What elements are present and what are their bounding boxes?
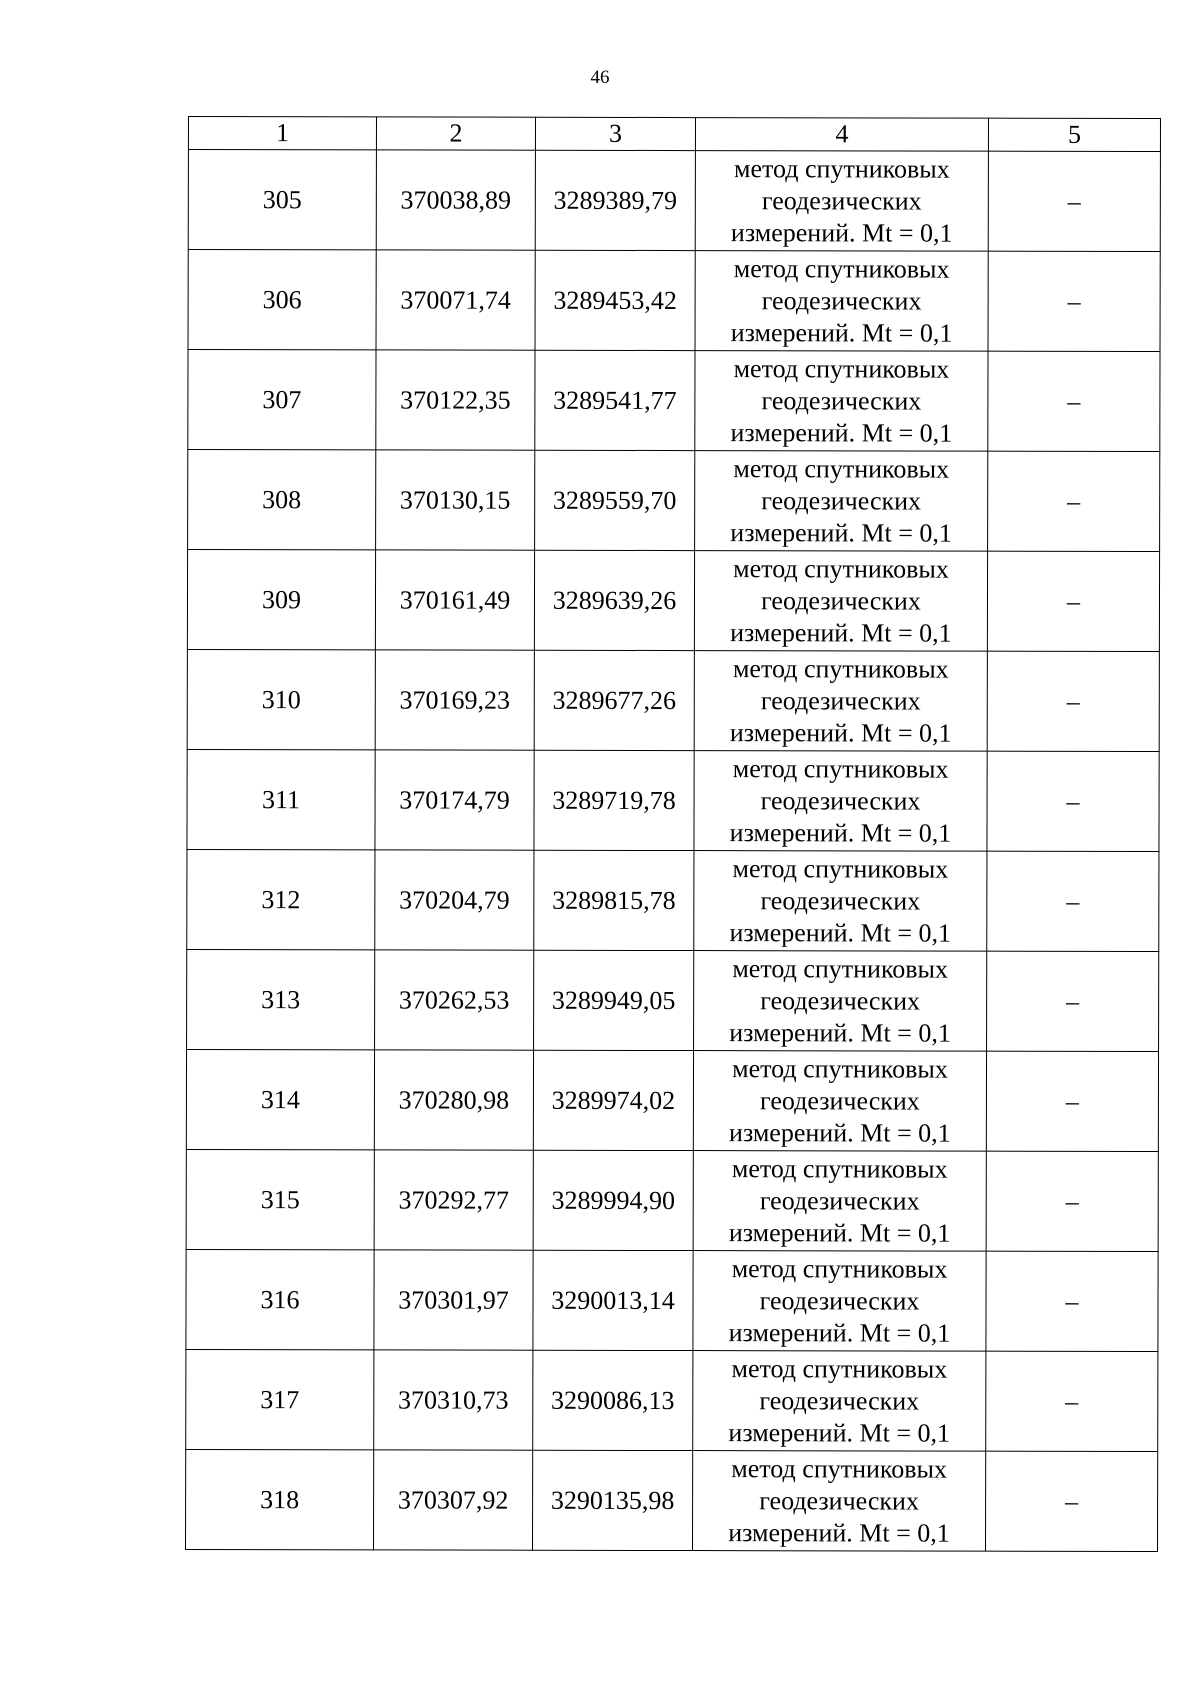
table-row [187, 749, 1159, 851]
y-coordinate-cell: 3289677,26 [534, 650, 694, 750]
method-line: метод спутниковых [733, 253, 950, 284]
point-number-cell: 310 [187, 649, 375, 749]
method-cell [693, 1051, 986, 1152]
x-coordinate-cell: 370280,98 [374, 1050, 533, 1150]
method-line: метод спутниковых [731, 1153, 948, 1184]
note-cell: – [986, 1051, 1158, 1151]
note-cell: – [988, 251, 1160, 351]
method-line: геодезических [760, 885, 921, 916]
method-line: метод спутниковых [731, 1353, 948, 1384]
method-cell [695, 251, 988, 352]
y-coordinate-cell: 3289994,90 [533, 1150, 693, 1250]
y-coordinate-cell: 3289639,26 [534, 550, 694, 650]
point-number-cell: 313 [187, 949, 375, 1049]
method-line: метод спутниковых [732, 853, 949, 884]
method-line: измерений. Mt = 0,1 [728, 1417, 951, 1448]
method-line: геодезических [761, 385, 922, 416]
y-coordinate-cell: 3290086,13 [533, 1350, 693, 1450]
method-line: измерений. Mt = 0,1 [728, 1317, 951, 1348]
x-coordinate-cell: 370174,79 [375, 750, 534, 850]
method-line: измерений. Mt = 0,1 [730, 317, 953, 348]
point-number-cell: 316 [186, 1249, 374, 1349]
y-coordinate-cell: 3289815,78 [534, 850, 694, 950]
note-cell: – [987, 751, 1159, 851]
table-row [187, 949, 1159, 1051]
note-cell: – [988, 151, 1160, 251]
method-cell [694, 951, 987, 1052]
y-coordinate-cell: 3289559,70 [535, 450, 695, 550]
table-row [186, 1349, 1158, 1451]
table-row [188, 350, 1160, 452]
point-number-cell: 315 [186, 1149, 374, 1249]
y-coordinate-cell: 3289541,77 [535, 350, 695, 450]
note-cell: – [988, 451, 1160, 551]
point-number-cell: 306 [188, 250, 376, 350]
note-cell: – [985, 1451, 1157, 1551]
method-line: измерений. Mt = 0,1 [729, 817, 952, 848]
method-line: метод спутниковых [732, 753, 949, 784]
x-coordinate-cell: 370262,53 [375, 950, 534, 1050]
table-row [186, 1049, 1158, 1151]
point-number-cell: 312 [187, 849, 375, 949]
method-cell [695, 151, 988, 252]
x-coordinate-cell: 370204,79 [375, 850, 534, 950]
x-coordinate-cell: 370071,74 [376, 250, 535, 350]
table-body [185, 150, 1160, 1552]
header-cell-3: 3 [535, 117, 695, 150]
y-coordinate-cell: 3289389,79 [535, 150, 695, 250]
table-row [186, 1249, 1158, 1351]
y-coordinate-cell: 3289453,42 [535, 250, 695, 350]
method-line: измерений. Mt = 0,1 [728, 1517, 950, 1548]
method-cell [694, 851, 987, 952]
point-number-cell: 314 [186, 1049, 374, 1149]
method-line: измерений. Mt = 0,1 [730, 217, 953, 248]
method-line: геодезических [761, 485, 922, 516]
method-line: геодезических [760, 1085, 920, 1116]
table-row [188, 250, 1160, 352]
table-header [188, 117, 1160, 152]
y-coordinate-cell: 3289974,02 [533, 1050, 693, 1150]
table-row [185, 1449, 1157, 1551]
note-cell: – [986, 1251, 1158, 1351]
method-line: измерений. Mt = 0,1 [730, 417, 953, 448]
method-line: геодезических [760, 685, 921, 716]
header-row [188, 117, 1160, 152]
x-coordinate-cell: 370292,77 [374, 1150, 533, 1250]
method-line: метод спутниковых [732, 653, 949, 684]
note-cell: – [988, 351, 1160, 451]
page-number: 46 [590, 67, 610, 88]
method-line: метод спутниковых [733, 553, 949, 584]
point-number-cell: 308 [188, 450, 376, 550]
note-cell: – [987, 651, 1159, 751]
table-row [187, 550, 1159, 652]
x-coordinate-cell: 370038,89 [376, 150, 535, 250]
method-line: метод спутниковых [732, 953, 949, 984]
method-line: измерений. Mt = 0,1 [729, 717, 952, 748]
y-coordinate-cell: 3289949,05 [534, 950, 694, 1050]
method-cell [694, 551, 987, 652]
method-line: измерений. Mt = 0,1 [729, 1117, 951, 1148]
header-cell-4: 4 [695, 118, 988, 152]
method-line: метод спутниковых [733, 353, 950, 384]
method-line: измерений. Mt = 0,1 [729, 1017, 951, 1048]
method-cell [694, 651, 987, 752]
point-number-cell: 307 [188, 350, 376, 450]
method-cell [693, 1151, 986, 1252]
method-line: метод спутниковых [731, 1453, 948, 1484]
point-number-cell: 311 [187, 749, 375, 849]
method-line: метод спутниковых [732, 1053, 948, 1084]
method-cell [692, 1451, 985, 1552]
table-row [188, 150, 1160, 252]
method-line: геодезических [759, 1385, 920, 1416]
method-cell [693, 1251, 986, 1352]
point-number-cell: 318 [185, 1449, 373, 1549]
method-line: измерений. Mt = 0,1 [730, 617, 952, 648]
method-line: измерений. Mt = 0,1 [728, 1217, 951, 1248]
x-coordinate-cell: 370122,35 [376, 350, 535, 450]
method-line: геодезических [761, 185, 922, 216]
method-line: геодезических [760, 985, 921, 1016]
header-cell-5: 5 [988, 118, 1160, 151]
method-cell [694, 751, 987, 852]
note-cell: – [986, 1151, 1158, 1251]
method-line: геодезических [761, 285, 922, 316]
y-coordinate-cell: 3290013,14 [533, 1250, 693, 1350]
method-line: геодезических [761, 585, 921, 616]
header-cell-2: 2 [376, 117, 535, 150]
x-coordinate-cell: 370307,92 [373, 1450, 532, 1550]
method-line: геодезических [759, 1185, 920, 1216]
x-coordinate-cell: 370161,49 [375, 550, 534, 650]
y-coordinate-cell: 3289719,78 [534, 750, 694, 850]
method-cell [695, 351, 988, 452]
table-row [188, 450, 1160, 552]
method-line: метод спутниковых [731, 1253, 948, 1284]
method-line: геодезических [759, 1485, 919, 1516]
method-line: метод спутниковых [733, 453, 950, 484]
method-cell [693, 1351, 986, 1452]
table-row [187, 849, 1159, 951]
note-cell: – [987, 851, 1159, 951]
method-line: метод спутниковых [734, 153, 950, 184]
method-line: геодезических [760, 785, 921, 816]
method-line: измерений. Mt = 0,1 [730, 517, 952, 548]
note-cell: – [987, 551, 1159, 651]
x-coordinate-cell: 370169,23 [375, 650, 534, 750]
point-number-cell: 305 [188, 150, 376, 250]
note-cell: – [987, 951, 1159, 1051]
x-coordinate-cell: 370310,73 [374, 1350, 533, 1450]
point-number-cell: 317 [186, 1349, 374, 1449]
method-line: измерений. Mt = 0,1 [729, 917, 952, 948]
coordinates-table [185, 116, 1161, 1552]
x-coordinate-cell: 370301,97 [374, 1250, 533, 1350]
note-cell: – [986, 1351, 1158, 1451]
header-cell-1: 1 [188, 117, 376, 150]
y-coordinate-cell: 3290135,98 [532, 1450, 692, 1550]
point-number-cell: 309 [187, 550, 375, 650]
method-cell [695, 451, 988, 552]
table-row [186, 1149, 1158, 1251]
x-coordinate-cell: 370130,15 [376, 450, 535, 550]
method-line: геодезических [759, 1285, 920, 1316]
table-row [187, 649, 1159, 751]
